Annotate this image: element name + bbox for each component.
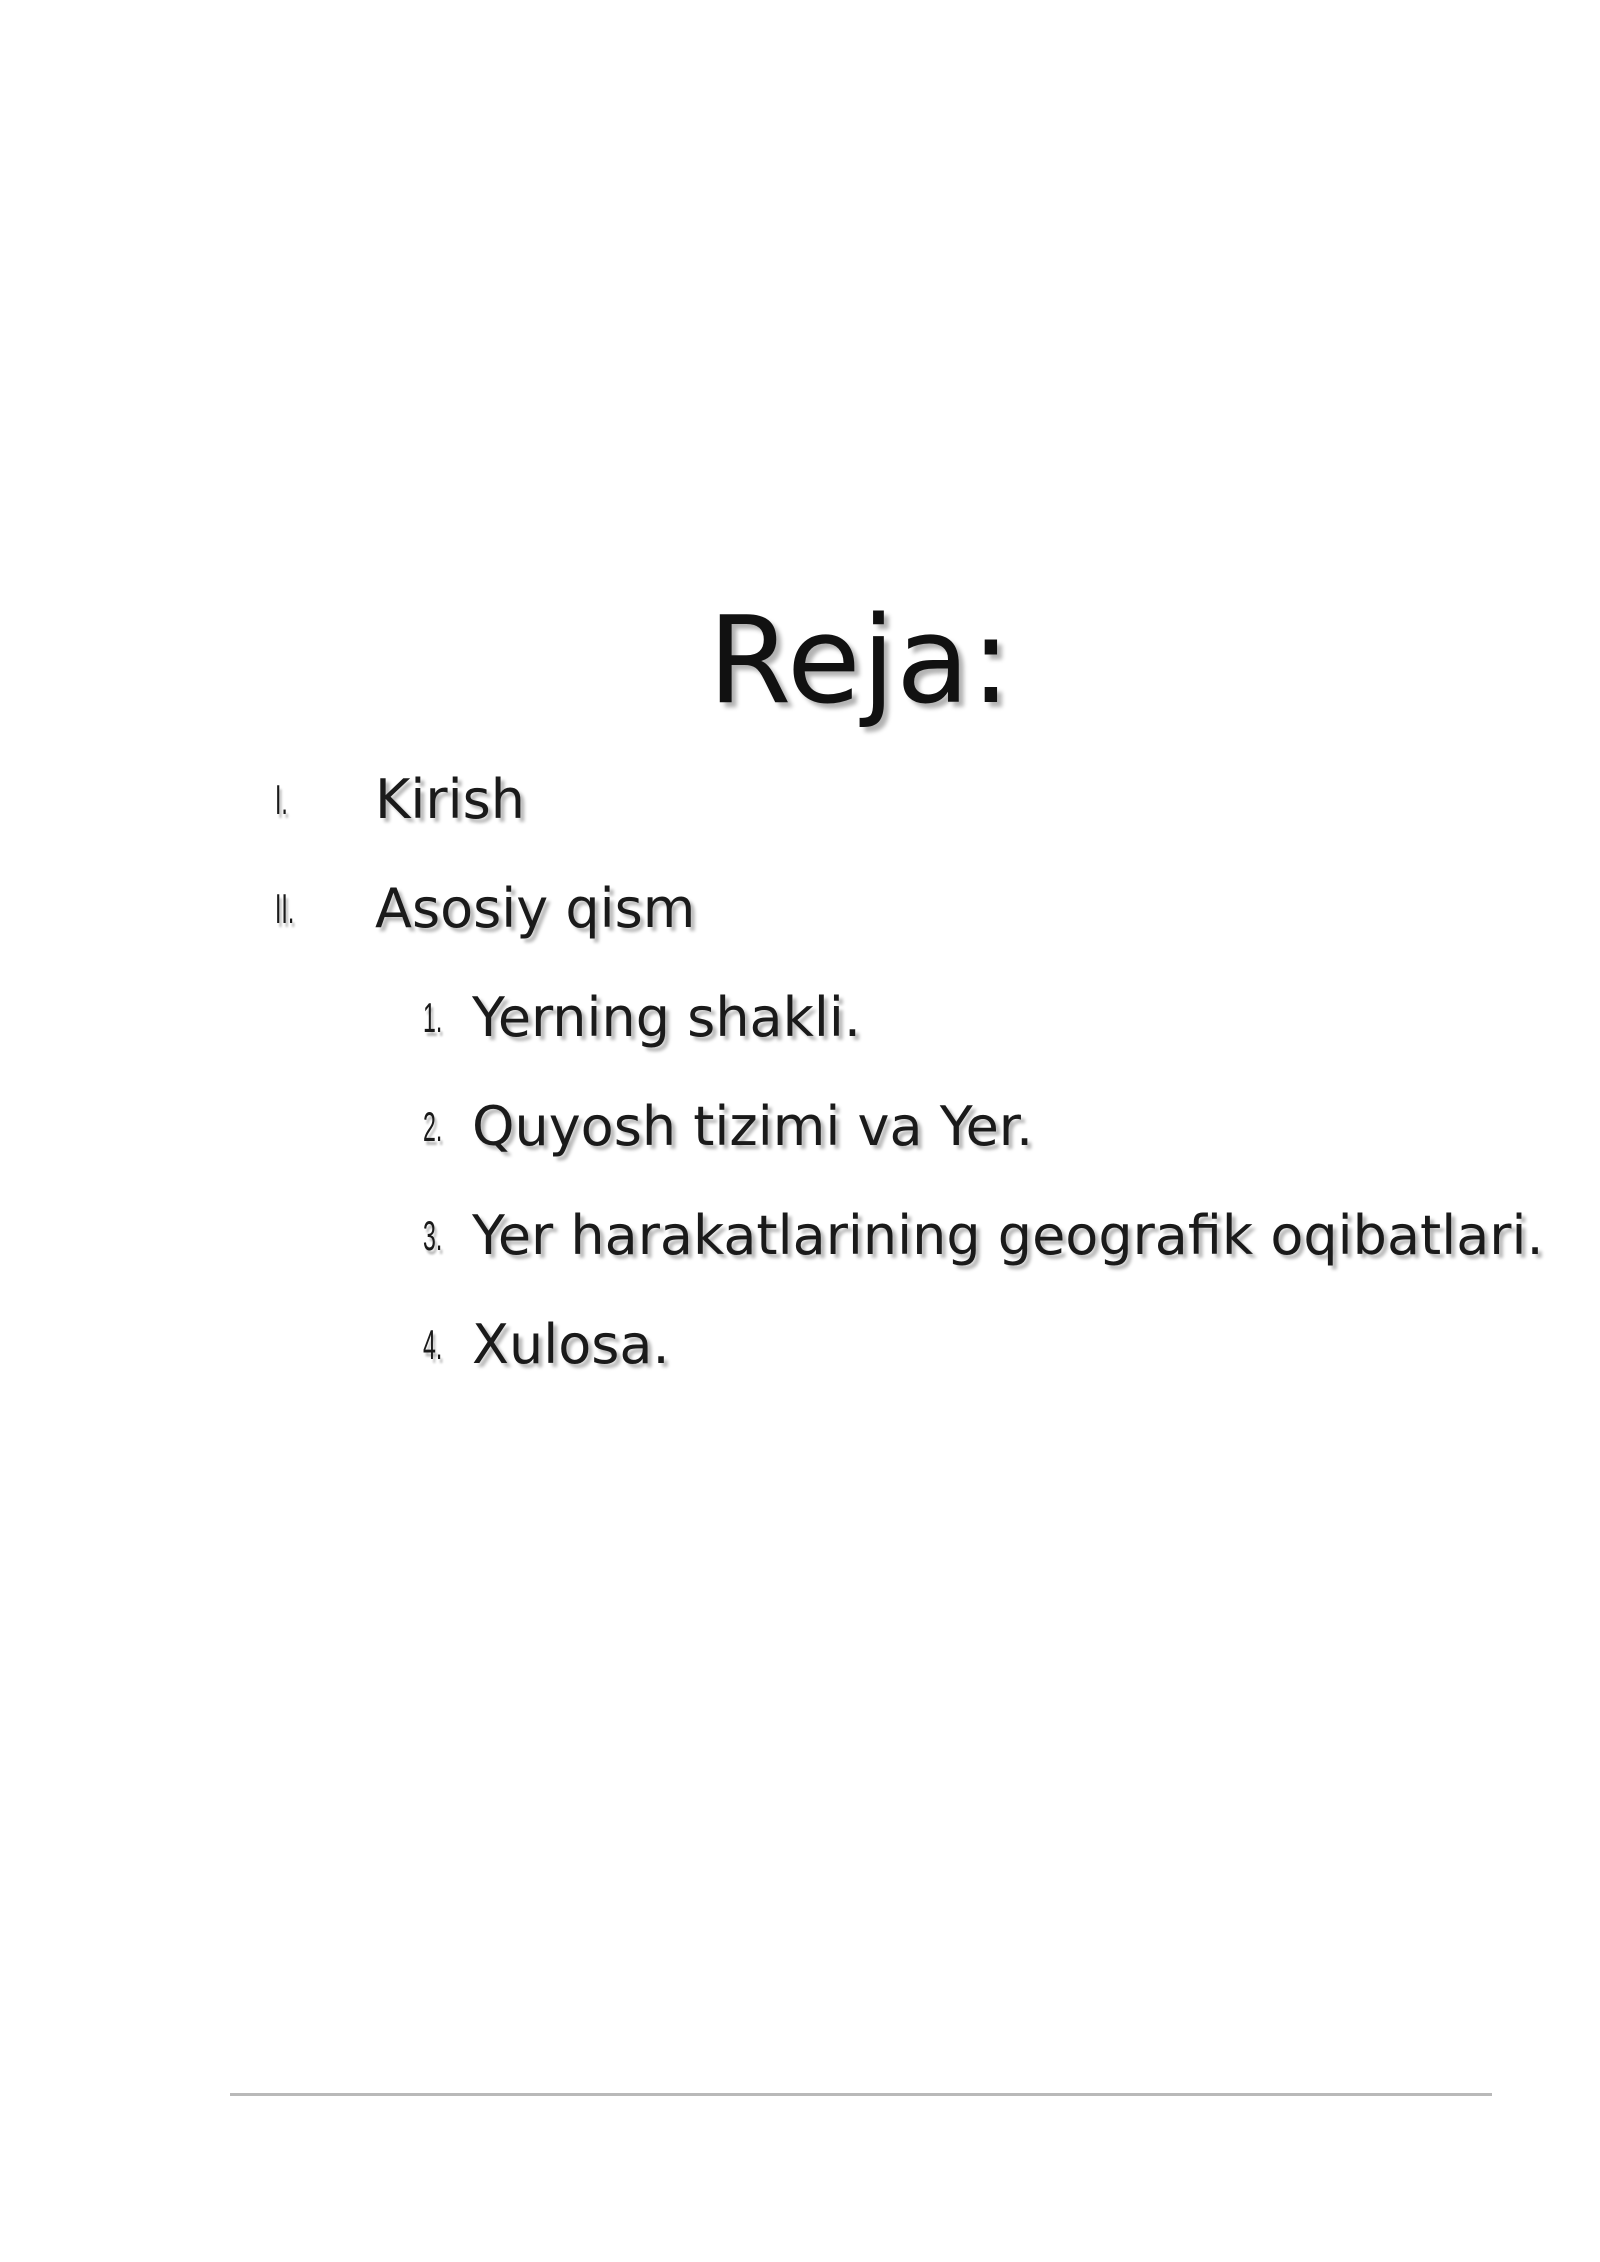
- list-marker: 1.: [423, 994, 443, 1041]
- list-marker: I.: [275, 776, 288, 823]
- outline-subitem-label: Yer harakatlarining geografik oqibatlari.: [472, 1204, 1544, 1267]
- list-marker: 2.: [423, 1103, 443, 1150]
- outline-subitem-label: Quyosh tizimi va Yer.: [472, 1095, 1034, 1158]
- outline-subitem-label: Yerning shakli.: [472, 986, 862, 1049]
- list-marker: II.: [275, 885, 295, 932]
- footer-divider: [230, 2093, 1492, 2096]
- outline-subitem-label: Xulosa.: [472, 1313, 670, 1376]
- page-title: Reja:: [707, 592, 1013, 732]
- list-marker: 3.: [423, 1212, 443, 1259]
- outline-item-label: Asosiy qism: [375, 877, 696, 940]
- list-marker: 4.: [423, 1321, 443, 1368]
- outline-item-label: Kirish: [375, 768, 525, 831]
